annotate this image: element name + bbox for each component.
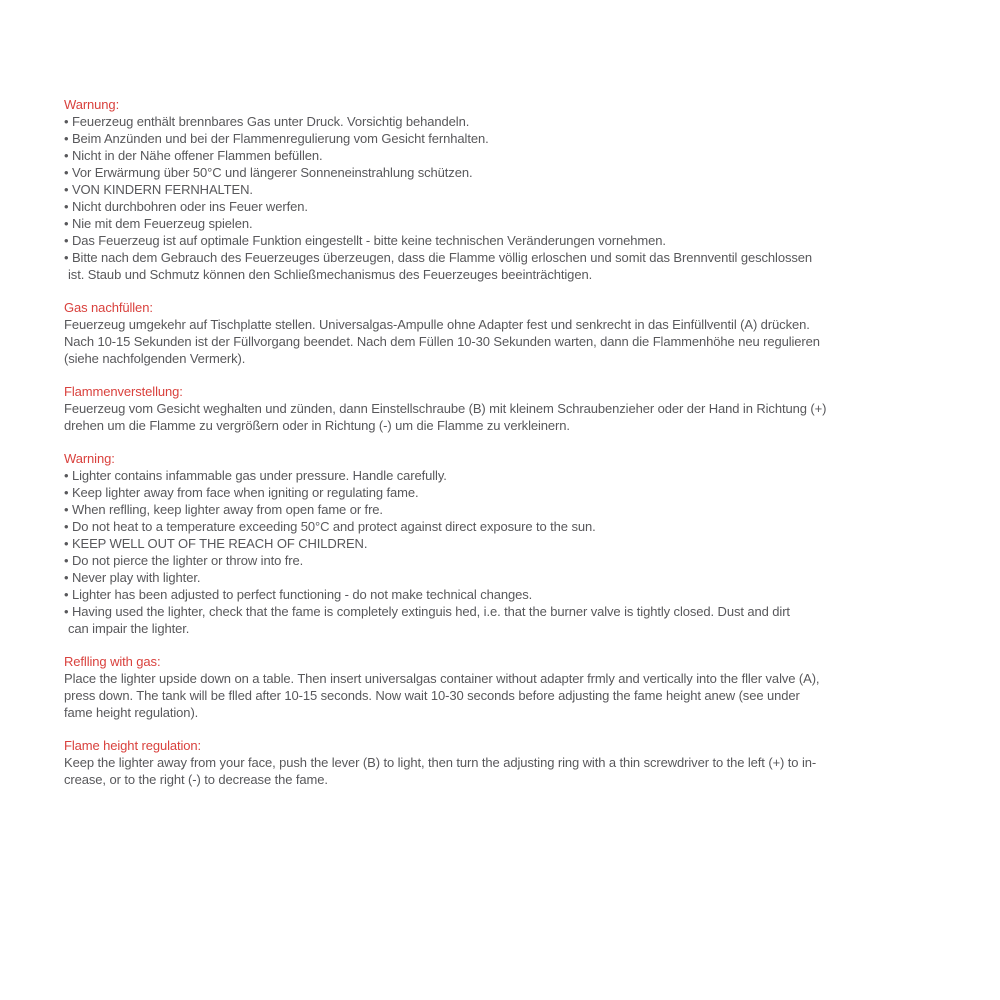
text-line: • Nie mit dem Feuerzeug spielen.	[64, 216, 253, 231]
section-heading: Reflling with gas:	[64, 654, 161, 669]
text-line: • Do not heat to a temperature exceeding 50°C and protect against direct exposure to the sun.	[64, 519, 596, 534]
text-line: • KEEP WELL OUT OF THE REACH OF CHILDREN.	[64, 536, 368, 551]
text-line: Nach 10-15 Sekunden ist der Füllvorgang beendet. Nach dem Füllen 10-30 Sekunden warten, dann die Flammenhöhe neu regulieren	[64, 334, 820, 349]
text-line: • Das Feuerzeug ist auf optimale Funktion eingestellt - bitte keine technischen Veränderungen vornehmen.	[64, 233, 666, 248]
text-line: (siehe nachfolgenden Vermerk).	[64, 351, 246, 366]
text-line: can impair the lighter.	[68, 621, 190, 636]
text-line: Feuerzeug umgekehr auf Tischplatte stellen. Universalgas-Ampulle ohne Adapter fest und senkrecht in das Einfüllventil (A) drücken.	[64, 317, 810, 332]
section	[64, 450, 940, 637]
text-line: crease, or to the right (-) to decrease the fame.	[64, 772, 328, 787]
text-line: • VON KINDERN FERNHALTEN.	[64, 182, 253, 197]
text-line: Place the lighter upside down on a table. Then insert universalgas container without adapter frmly and vertically into the fller valve (A),	[64, 671, 820, 686]
text-line: press down. The tank will be flled after 10-15 seconds. Now wait 10-30 seconds before adjusting the fame height anew (see under	[64, 688, 800, 703]
section-heading: Flammenverstellung:	[64, 384, 183, 399]
text-line: • Do not pierce the lighter or throw into fre.	[64, 553, 304, 568]
section-heading: Gas nachfüllen:	[64, 300, 153, 315]
text-line: • Keep lighter away from face when igniting or regulating fame.	[64, 485, 419, 500]
section-heading: Warning:	[64, 451, 115, 466]
text-line: • Nicht durchbohren oder ins Feuer werfen.	[64, 199, 308, 214]
text-line: ist. Staub und Schmutz können den Schließmechanismus des Feuerzeuges beeinträchtigen.	[68, 267, 593, 282]
text-line: • Never play with lighter.	[64, 570, 201, 585]
text-line: • Feuerzeug enthält brennbares Gas unter Druck. Vorsichtig behandeln.	[64, 114, 470, 129]
section-heading: Warnung:	[64, 97, 120, 112]
section	[64, 653, 940, 721]
text-line: • Lighter has been adjusted to perfect functioning - do not make technical changes.	[64, 587, 533, 602]
section	[64, 383, 940, 434]
text-line: Feuerzeug vom Gesicht weghalten und zünden, dann Einstellschraube (B) mit kleinem Schraubenzieher oder der Hand in Richtung (+)	[64, 401, 827, 416]
text-line: Keep the lighter away from your face, push the lever (B) to light, then turn the adjusting ring with a thin screwdriver to the left (+) to in-	[64, 755, 817, 770]
text-line: • Vor Erwärmung über 50°C und längerer Sonneneinstrahlung schützen.	[64, 165, 473, 180]
text-line: • Nicht in der Nähe offener Flammen befüllen.	[64, 148, 323, 163]
section-heading: Flame height regulation:	[64, 738, 202, 753]
text-line: • Lighter contains infammable gas under pressure. Handle carefully.	[64, 468, 447, 483]
section	[64, 737, 940, 788]
text-line: • Bitte nach dem Gebrauch des Feuerzeuges überzeugen, dass die Flamme völlig erloschen und somit das Brennventil geschlossen	[64, 250, 813, 265]
text-line: fame height regulation).	[64, 705, 199, 720]
section	[64, 299, 940, 367]
text-line: • When reflling, keep lighter away from open fame or fre.	[64, 502, 383, 517]
section	[64, 96, 940, 283]
text-line: • Having used the lighter, check that the fame is completely extinguis hed, i.e. that the burner valve is tightly closed. Dust and dirt	[64, 604, 790, 619]
text-line: drehen um die Flamme zu vergrößern oder in Richtung (-) um die Flamme zu verkleinern.	[64, 418, 570, 433]
text-line: • Beim Anzünden und bei der Flammenregulierung vom Gesicht fernhalten.	[64, 131, 489, 146]
